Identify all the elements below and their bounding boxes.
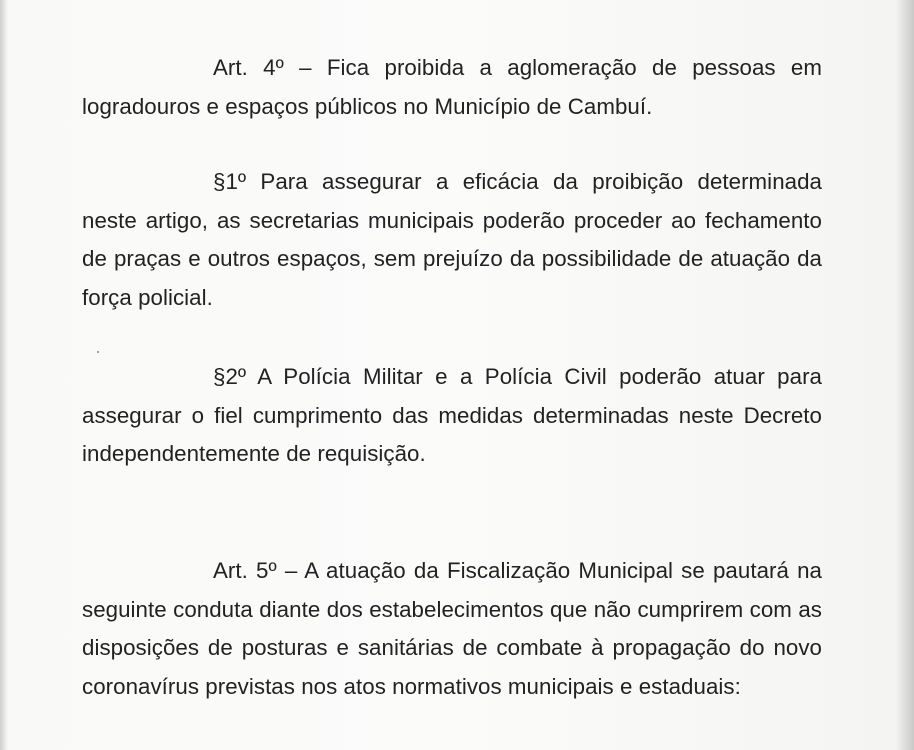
- article-4-paragraph: Art. 4º – Fica proibida a aglomeração de pessoas em logradouros e espaços públicos no Município de Cambuí.: [82, 55, 822, 119]
- article-4-paragraph-2: §2º A Polícia Militar e a Polícia Civil poderão atuar para assegurar o fiel cumprimento das medidas determinadas neste Decreto independentemente de requisição.: [82, 364, 822, 466]
- article-4-paragraph-1: §1º Para assegurar a eficácia da proibição determinada neste artigo, as secretarias municipais poderão proceder ao fechamento de praças e outros espaços, sem prejuízo da possibilidade de atuação da força policial.: [82, 169, 822, 310]
- paper-speck: [97, 351, 99, 353]
- page-right-shadow: [896, 0, 914, 750]
- page-left-shadow: [0, 0, 8, 750]
- article-5-paragraph: Art. 5º – A atuação da Fiscalização Municipal se pautará na seguinte conduta diante dos estabelecimentos que não cumprirem com as disposições de posturas e sanitárias de combate à propagação do novo coronavírus previstas nos atos normativos municipais e estaduais:: [82, 558, 822, 699]
